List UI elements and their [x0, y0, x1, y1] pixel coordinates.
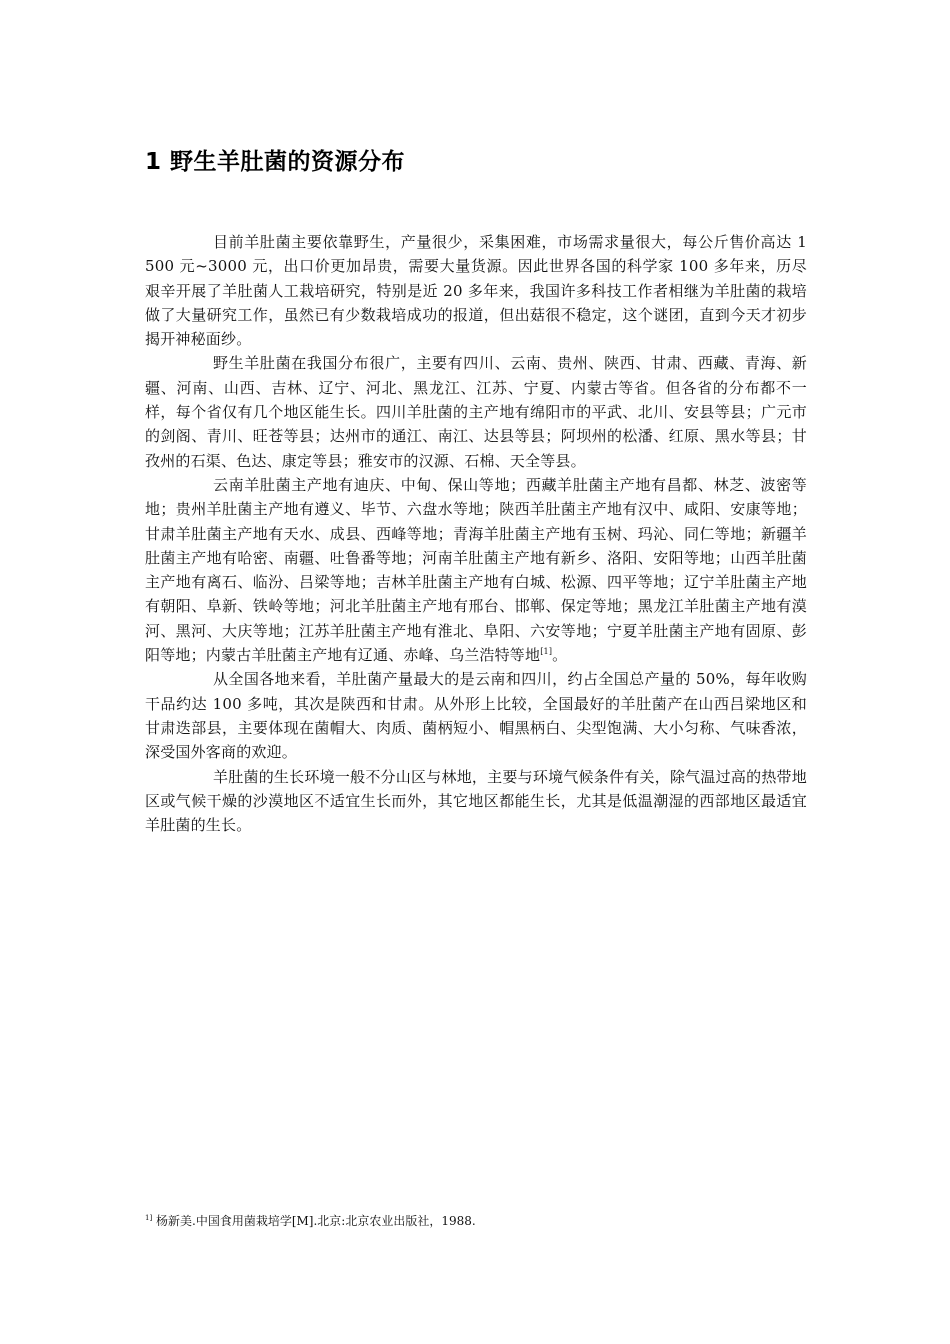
paragraph-1: 目前羊肚菌主要依靠野生，产量很少，采集困难，市场需求量很大，每公斤售价高达 1 500 元~3000 元，出口价更加昂贵，需要大量货源。因此世界各国的科学家 100 多年来，历尽艰辛开展了羊肚菌人工栽培研究，特别是近 20 多年来，我国许多科技工作者相继为羊肚菌的栽培做了大量研究工作，虽然已有少数栽培成功的报道，但出菇很不稳定，这个谜团，直到今天才初步揭开神秘面纱。	[145, 233, 807, 349]
paragraph-3-tail: 。	[552, 646, 568, 665]
footnote-reference[interactable]: [1]	[540, 647, 553, 657]
paragraph-4: 从全国各地来看，羊肚菌产量最大的是云南和四川，约占全国总产量的 50%，每年收购干品约达 100 多吨，其次是陕西和甘肃。从外形上比较，全国最好的羊肚菌产在山西吕梁地区和甘肃迭部县，主要体现在菌帽大、肉质、菌柄短小、帽黑柄白、尖型饱满、大小匀称、气味香浓，深受国外客商的欢迎。	[145, 670, 807, 762]
paragraph-3-text: 云南羊肚菌主产地有迪庆、中甸、保山等地；西藏羊肚菌主产地有昌都、林芝、波密等地；贵州羊肚菌主产地有遵义、毕节、六盘水等地；陕西羊肚菌主产地有汉中、咸阳、安康等地；甘肃羊肚菌主产地有天水、成县、西峰等地；青海羊肚菌主产地有玉树、玛沁、同仁等地；新疆羊肚菌主产地有哈密、南疆、吐鲁番等地；河南羊肚菌主产地有新乡、洛阳、安阳等地；山西羊肚菌主产地有离石、临汾、吕梁等地；吉林羊肚菌主产地有白城、松源、四平等地；辽宁羊肚菌主产地有朝阳、阜新、铁岭等地；河北羊肚菌主产地有邢台、邯郸、保定等地；黑龙江羊肚菌主产地有漠河、黑河、大庆等地；江苏羊肚菌主产地有淮北、阜阳、六安等地；宁夏羊肚菌主产地有固原、彭阳等地；内蒙古羊肚菌主产地有辽通、赤峰、乌兰浩特等地	[145, 475, 807, 665]
section-heading: 1 野生羊肚菌的资源分布	[145, 149, 406, 175]
footnote	[145, 1213, 807, 1229]
footnote-text: 杨新美.中国食用菌栽培学[M].北京:北京农业出版社，1988.	[152, 1214, 476, 1228]
body-text	[145, 230, 807, 837]
paragraph-2: 野生羊肚菌在我国分布很广，主要有四川、云南、贵州、陕西、甘肃、西藏、青海、新疆、河南、山西、吉林、辽宁、河北、黑龙江、江苏、宁夏、内蒙古等省。但各省的分布都不一样，每个省仅有几个地区能生长。四川羊肚菌的主产地有绵阳市的平武、北川、安县等县；广元市的剑阁、青川、旺苍等县；达州市的通江、南江、达县等县；阿坝州的松潘、红原、黑水等县；甘孜州的石渠、色达、康定等县；雅安市的汉源、石棉、天全等县。	[145, 354, 807, 470]
paragraph-3	[145, 473, 807, 667]
footnote-marker: 1]	[145, 1214, 153, 1222]
paragraph-5: 羊肚菌的生长环境一般不分山区与林地，主要与环境气候条件有关，除气温过高的热带地区或气候干燥的沙漠地区不适宜生长而外，其它地区都能生长，尤其是低温潮湿的西部地区最适宜羊肚菌的生长。	[145, 767, 807, 835]
